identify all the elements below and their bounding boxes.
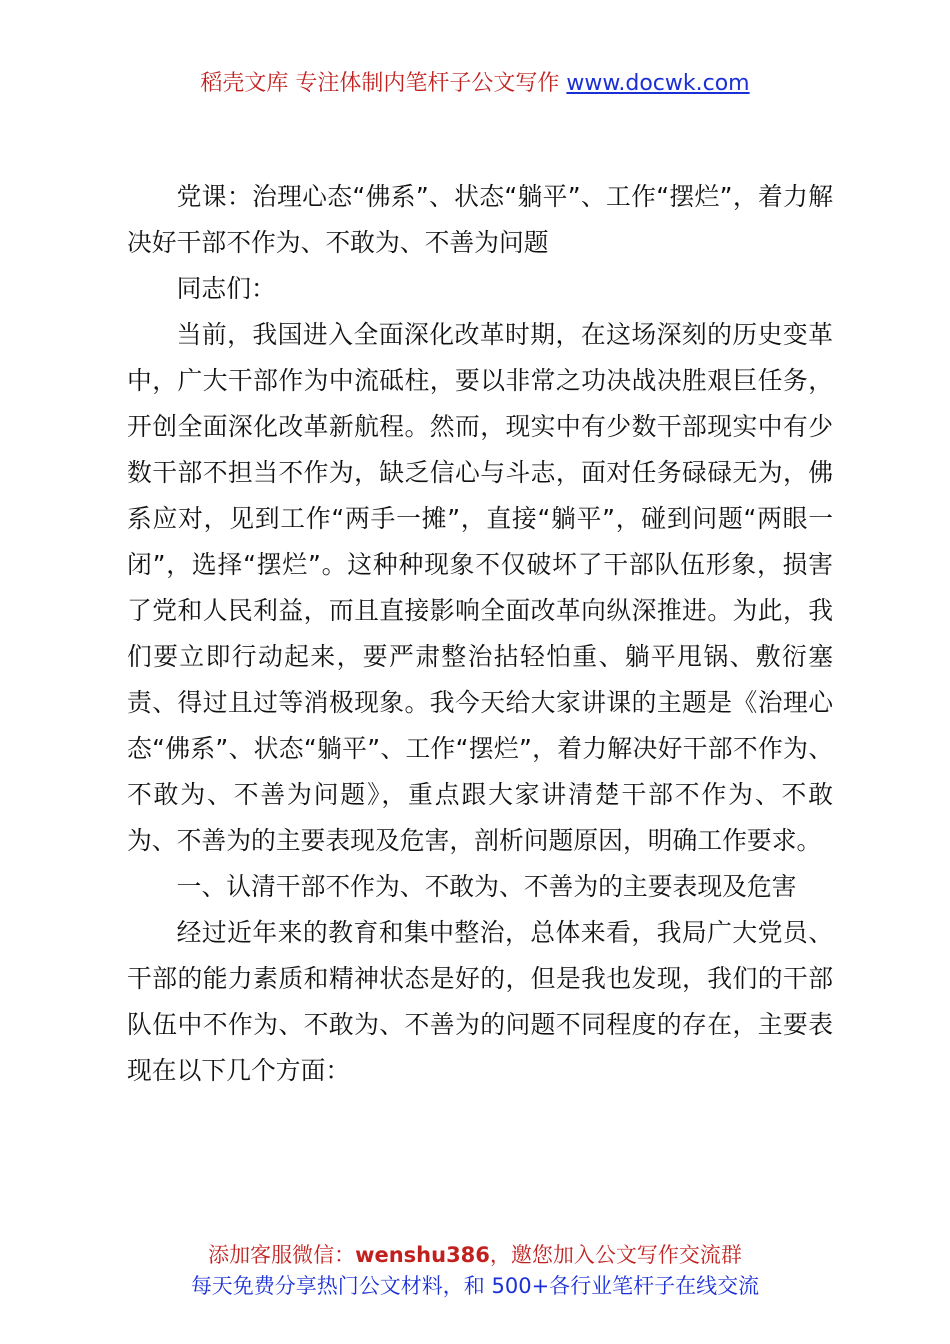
section-paragraph: 经过近年来的教育和集中整治，总体来看，我局广大党员、干部的能力素质和精神状态是好的，但是我也发现，我们的干部队伍中不作为、不敢为、不善为的问题不同程度的存在，主要表现在以下几个方面： (127, 918, 833, 1085)
promo-footer (0, 1240, 950, 1302)
site-url-link[interactable]: www.docwk.com (566, 71, 750, 96)
footer-line-share: 每天免费分享热门公文材料，和 500+各行业笔杆子在线交流 (190, 1274, 760, 1298)
intro-paragraph: 当前，我国进入全面深化改革时期，在这场深刻的历史变革中，广大干部作为中流砥柱，要以非常之功决战决胜艰巨任务，开创全面深化改革新航程。然而，现实中有少数干部现实中有少数干部不担当不作为，缺乏信心与斗志，面对任务碌碌无为，佛系应对，见到工作“两手一摊”，直接“躺平”，碰到问题“两眼一闭”，选择“摆烂”。这种种现象不仅破坏了干部队伍形象，损害了党和人民利益，而且直接影响全面改革向纵深推进。为此，我们要立即行动起来，要严肃整治拈轻怕重、躺平甩锅、敷衍塞责、得过且过等消极现象。我今天给大家讲课的主题是《治理心态“佛系”、状态“躺平”、工作“摆烂”，着力解决好干部不作为、不敢为、不善为问题》，重点跟大家讲清楚干部不作为、不敢为、不善为的主要表现及危害，剖析问题原因，明确工作要求。 (127, 320, 833, 855)
brand-text: 稻壳文库 专注体制内笔杆子公文写作 (200, 71, 560, 96)
footer-prefix: 添加客服微信： (208, 1243, 356, 1267)
document-body (127, 174, 833, 1094)
section-heading: 一、认清干部不作为、不敢为、不善为的主要表现及危害 (176, 872, 797, 901)
salutation: 同志们： (176, 274, 276, 303)
footer-line-wechat (0, 1240, 950, 1271)
wechat-id: wenshu386 (355, 1243, 490, 1267)
footer-suffix: ，邀您加入公文写作交流群 (489, 1243, 742, 1267)
document-title: 党课：治理心态“佛系”、状态“躺平”、工作“摆烂”，着力解决好干部不作为、不敢为、不善为问题 (127, 182, 833, 257)
site-header (0, 68, 950, 100)
